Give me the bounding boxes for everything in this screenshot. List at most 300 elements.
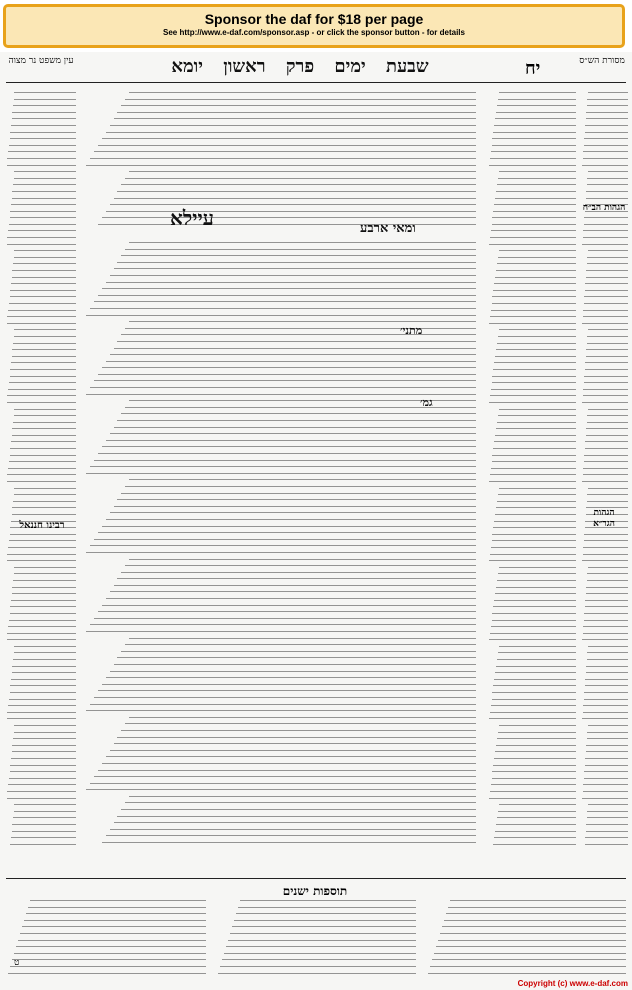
text-line (492, 699, 576, 700)
text-line (121, 105, 476, 106)
text-line (114, 822, 476, 823)
text-line (9, 145, 76, 146)
text-line (494, 600, 576, 601)
text-line (86, 552, 476, 553)
text-line (14, 409, 76, 410)
text-line (12, 356, 76, 357)
text-line (496, 349, 576, 350)
text-line (102, 288, 476, 289)
text-line (11, 283, 76, 284)
text-line (8, 705, 76, 706)
top-commentary-block (82, 92, 476, 237)
text-line (13, 184, 76, 185)
text-line (496, 507, 576, 508)
text-line (125, 99, 476, 100)
text-line (446, 913, 626, 914)
text-line (492, 224, 576, 225)
text-line (110, 591, 476, 592)
tosafot-yeshanim-title: תוספות ישנים (282, 884, 348, 898)
text-line (12, 959, 206, 960)
text-line (7, 712, 76, 713)
text-line (10, 534, 77, 535)
text-line (129, 559, 476, 560)
text-line (432, 959, 626, 960)
text-line (586, 198, 628, 199)
bottom-column-middle (216, 900, 416, 980)
page-number: ט (14, 958, 20, 968)
text-line (117, 499, 476, 500)
text-line (587, 422, 628, 423)
text-line (585, 132, 628, 133)
text-line (129, 638, 476, 639)
text-line (98, 532, 476, 533)
text-line (7, 798, 76, 799)
text-line (7, 165, 76, 166)
text-line (490, 712, 576, 713)
text-line (499, 567, 576, 568)
text-line (9, 778, 76, 779)
text-line (587, 336, 628, 337)
text-line (102, 367, 476, 368)
text-line (102, 763, 476, 764)
text-line (94, 460, 476, 461)
text-line (10, 217, 77, 218)
text-line (498, 732, 576, 733)
bottom-column-left (6, 900, 206, 980)
text-line (582, 718, 628, 719)
text-line (490, 633, 576, 634)
text-line (587, 580, 628, 581)
text-line (114, 198, 476, 199)
text-line (102, 842, 476, 843)
text-line (587, 817, 628, 818)
text-line (584, 771, 628, 772)
text-line (8, 973, 206, 974)
text-line (114, 118, 476, 119)
text-line (102, 446, 476, 447)
text-line (494, 521, 576, 522)
text-line (12, 270, 76, 271)
text-line (110, 204, 476, 205)
talmud-page (0, 52, 632, 990)
daf-number: יח (525, 58, 541, 79)
text-line (587, 415, 628, 416)
text-line (586, 428, 628, 429)
text-line (13, 738, 76, 739)
text-line (14, 178, 76, 179)
text-line (14, 804, 76, 805)
text-line (492, 771, 576, 772)
text-line (492, 455, 576, 456)
text-line (489, 639, 576, 640)
text-line (499, 250, 576, 251)
text-line (106, 361, 476, 362)
text-line (8, 151, 76, 152)
text-line (98, 145, 476, 146)
text-line (7, 718, 76, 719)
copyright-notice[interactable]: Copyright (c) www.e-daf.com (517, 979, 628, 988)
text-line (12, 514, 76, 515)
text-line (587, 501, 628, 502)
text-line (98, 611, 476, 612)
text-line (98, 453, 476, 454)
text-line (7, 554, 76, 555)
bottom-column-right (426, 900, 626, 980)
text-line (587, 732, 628, 733)
text-line (489, 165, 576, 166)
page-header: שבעת ימים פרק ראשון יומא (171, 56, 429, 77)
text-line (8, 626, 76, 627)
text-line (117, 112, 476, 113)
text-line (493, 527, 576, 528)
text-line (12, 191, 76, 192)
text-line (110, 275, 476, 276)
text-line (8, 468, 76, 469)
text-line (492, 540, 576, 541)
text-line (585, 369, 628, 370)
text-line (14, 953, 206, 954)
text-line (98, 224, 476, 225)
text-line (14, 99, 76, 100)
text-line (14, 92, 76, 93)
text-line (9, 461, 76, 462)
text-line (218, 973, 416, 974)
text-line (110, 829, 476, 830)
text-line (493, 132, 576, 133)
text-line (491, 230, 576, 231)
text-line (495, 672, 576, 673)
text-line (8, 547, 76, 548)
text-line (495, 514, 576, 515)
main-opening-words: ומאי ארבע (360, 221, 416, 236)
text-line (496, 428, 576, 429)
text-line (7, 395, 76, 396)
text-line (491, 626, 576, 627)
text-line (586, 270, 628, 271)
text-line (12, 118, 76, 119)
text-line (12, 751, 76, 752)
text-line (495, 751, 576, 752)
text-line (495, 831, 576, 832)
text-line (234, 920, 416, 921)
text-line (110, 433, 476, 434)
text-line (585, 606, 628, 607)
text-line (236, 913, 416, 914)
text-line (583, 633, 628, 634)
text-line (14, 171, 76, 172)
text-line (499, 409, 576, 410)
text-line (492, 692, 576, 693)
text-line (585, 448, 628, 449)
text-line (224, 953, 416, 954)
text-line (106, 835, 476, 836)
text-line (117, 191, 476, 192)
text-line (10, 606, 76, 607)
text-line (497, 501, 576, 502)
text-line (583, 395, 628, 396)
text-line (494, 758, 576, 759)
text-line (585, 290, 628, 291)
text-line (583, 310, 628, 311)
text-line (585, 844, 628, 845)
text-line (491, 705, 576, 706)
text-line (490, 395, 576, 396)
text-line (492, 461, 576, 462)
text-line (121, 334, 476, 335)
text-line (94, 618, 476, 619)
text-line (587, 184, 628, 185)
text-line (7, 791, 76, 792)
text-line (106, 519, 476, 520)
text-line (494, 204, 576, 205)
text-line (496, 270, 576, 271)
text-line (584, 540, 628, 541)
text-line (492, 778, 576, 779)
text-line (10, 138, 77, 139)
text-line (498, 494, 576, 495)
text-line (499, 171, 576, 172)
text-line (587, 263, 628, 264)
text-line (90, 783, 476, 784)
text-line (494, 125, 576, 126)
text-line (499, 725, 576, 726)
text-line (10, 771, 77, 772)
ein-mishpat-header: עין משפט נר מצוה (8, 56, 74, 66)
text-line (14, 646, 76, 647)
text-line (11, 758, 76, 759)
text-line (498, 652, 576, 653)
text-line (498, 257, 576, 258)
text-line (86, 710, 476, 711)
text-line (7, 237, 76, 238)
text-line (9, 699, 76, 700)
text-line (494, 679, 576, 680)
text-line (586, 672, 628, 673)
text-line (490, 791, 576, 792)
text-line (228, 940, 416, 941)
sponsor-title: Sponsor the daf for $18 per page (204, 11, 424, 27)
text-line (86, 165, 476, 166)
text-line (585, 125, 628, 126)
text-line (489, 244, 576, 245)
text-line (98, 690, 476, 691)
text-line (125, 723, 476, 724)
text-line (588, 567, 628, 568)
text-line (491, 468, 576, 469)
text-line (495, 118, 576, 119)
bottom-rule (6, 878, 626, 879)
text-line (11, 204, 76, 205)
text-line (587, 652, 628, 653)
text-line (587, 343, 628, 344)
text-line (121, 572, 476, 573)
left-margin-column (6, 92, 76, 852)
text-line (98, 295, 476, 296)
text-line (497, 580, 576, 581)
text-line (489, 481, 576, 482)
text-line (440, 933, 626, 934)
text-line (117, 341, 476, 342)
text-line (114, 743, 476, 744)
text-line (584, 382, 628, 383)
text-line (498, 178, 576, 179)
text-line (582, 639, 628, 640)
text-line (495, 277, 576, 278)
text-line (7, 316, 76, 317)
text-line (588, 250, 628, 251)
text-line (586, 824, 628, 825)
text-line (24, 920, 206, 921)
text-line (110, 512, 476, 513)
text-line (582, 481, 628, 482)
text-line (230, 933, 416, 934)
text-line (240, 900, 416, 901)
text-line (12, 593, 76, 594)
text-line (226, 946, 416, 947)
text-line (13, 343, 76, 344)
text-line (12, 831, 76, 832)
text-line (125, 178, 476, 179)
text-line (106, 132, 476, 133)
text-line (586, 118, 628, 119)
text-line (13, 422, 76, 423)
text-line (14, 257, 76, 258)
text-line (495, 356, 576, 357)
text-line (583, 784, 628, 785)
text-line (14, 415, 76, 416)
text-line (586, 112, 628, 113)
text-line (10, 448, 76, 449)
text-line (7, 639, 76, 640)
text-line (434, 953, 626, 954)
text-line (584, 778, 628, 779)
text-line (8, 784, 76, 785)
text-line (7, 560, 76, 561)
sponsor-banner[interactable] (3, 4, 625, 48)
text-line (584, 296, 628, 297)
rabbeinu-chananel-title: רבינו חננאל (19, 520, 65, 531)
text-line (583, 547, 628, 548)
text-line (586, 277, 628, 278)
text-line (493, 606, 576, 607)
text-line (232, 926, 416, 927)
text-line (584, 376, 628, 377)
text-line (90, 466, 476, 467)
text-line (86, 394, 476, 395)
text-line (9, 303, 76, 304)
text-line (125, 644, 476, 645)
text-line (494, 837, 576, 838)
text-line (10, 211, 76, 212)
text-line (14, 811, 76, 812)
text-line (448, 907, 626, 908)
text-line (129, 242, 476, 243)
text-line (90, 704, 476, 705)
text-line (9, 540, 76, 541)
text-line (497, 738, 576, 739)
text-line (498, 573, 576, 574)
text-line (587, 494, 628, 495)
text-line (496, 745, 576, 746)
text-line (497, 184, 576, 185)
text-line (30, 900, 206, 901)
text-line (14, 732, 76, 733)
text-line (121, 493, 476, 494)
text-line (492, 613, 576, 614)
text-line (114, 268, 476, 269)
text-line (498, 336, 576, 337)
text-line (588, 171, 628, 172)
text-line (106, 677, 476, 678)
text-line (493, 211, 576, 212)
text-line (90, 308, 476, 309)
text-line (585, 362, 628, 363)
text-line (490, 316, 576, 317)
left-opening-word: עיילא (170, 206, 215, 230)
text-line (498, 99, 576, 100)
text-line (586, 745, 628, 746)
text-line (94, 151, 476, 152)
text-line (583, 158, 628, 159)
text-line (20, 933, 206, 934)
text-line (8, 310, 76, 311)
text-line (86, 631, 476, 632)
text-line (442, 926, 626, 927)
text-line (129, 171, 476, 172)
text-line (436, 946, 626, 947)
text-line (12, 277, 76, 278)
text-line (585, 283, 628, 284)
text-line (492, 145, 576, 146)
text-line (586, 349, 628, 350)
text-line (11, 125, 76, 126)
text-line (586, 587, 628, 588)
text-line (583, 626, 628, 627)
mishnah-marker: מתני׳ (400, 324, 423, 337)
text-line (129, 717, 476, 718)
text-line (94, 380, 476, 381)
text-line (587, 573, 628, 574)
text-line (11, 837, 76, 838)
text-line (584, 620, 628, 621)
text-line (106, 598, 476, 599)
text-line (588, 92, 628, 93)
hagahot-habach-title: הגהות הב״ח (582, 203, 626, 213)
text-line (12, 824, 76, 825)
text-line (584, 217, 628, 218)
text-line (492, 620, 576, 621)
text-line (7, 323, 76, 324)
text-line (499, 804, 576, 805)
text-line (585, 441, 628, 442)
text-line (10, 455, 77, 456)
text-line (587, 659, 628, 660)
text-line (86, 473, 476, 474)
text-line (495, 593, 576, 594)
text-line (10, 844, 76, 845)
text-line (22, 926, 206, 927)
text-line (584, 145, 628, 146)
text-line (497, 422, 576, 423)
text-line (9, 382, 76, 383)
text-line (102, 138, 476, 139)
text-line (114, 585, 476, 586)
text-line (492, 303, 576, 304)
text-line (489, 323, 576, 324)
text-line (12, 112, 76, 113)
text-line (114, 348, 476, 349)
text-line (14, 250, 76, 251)
